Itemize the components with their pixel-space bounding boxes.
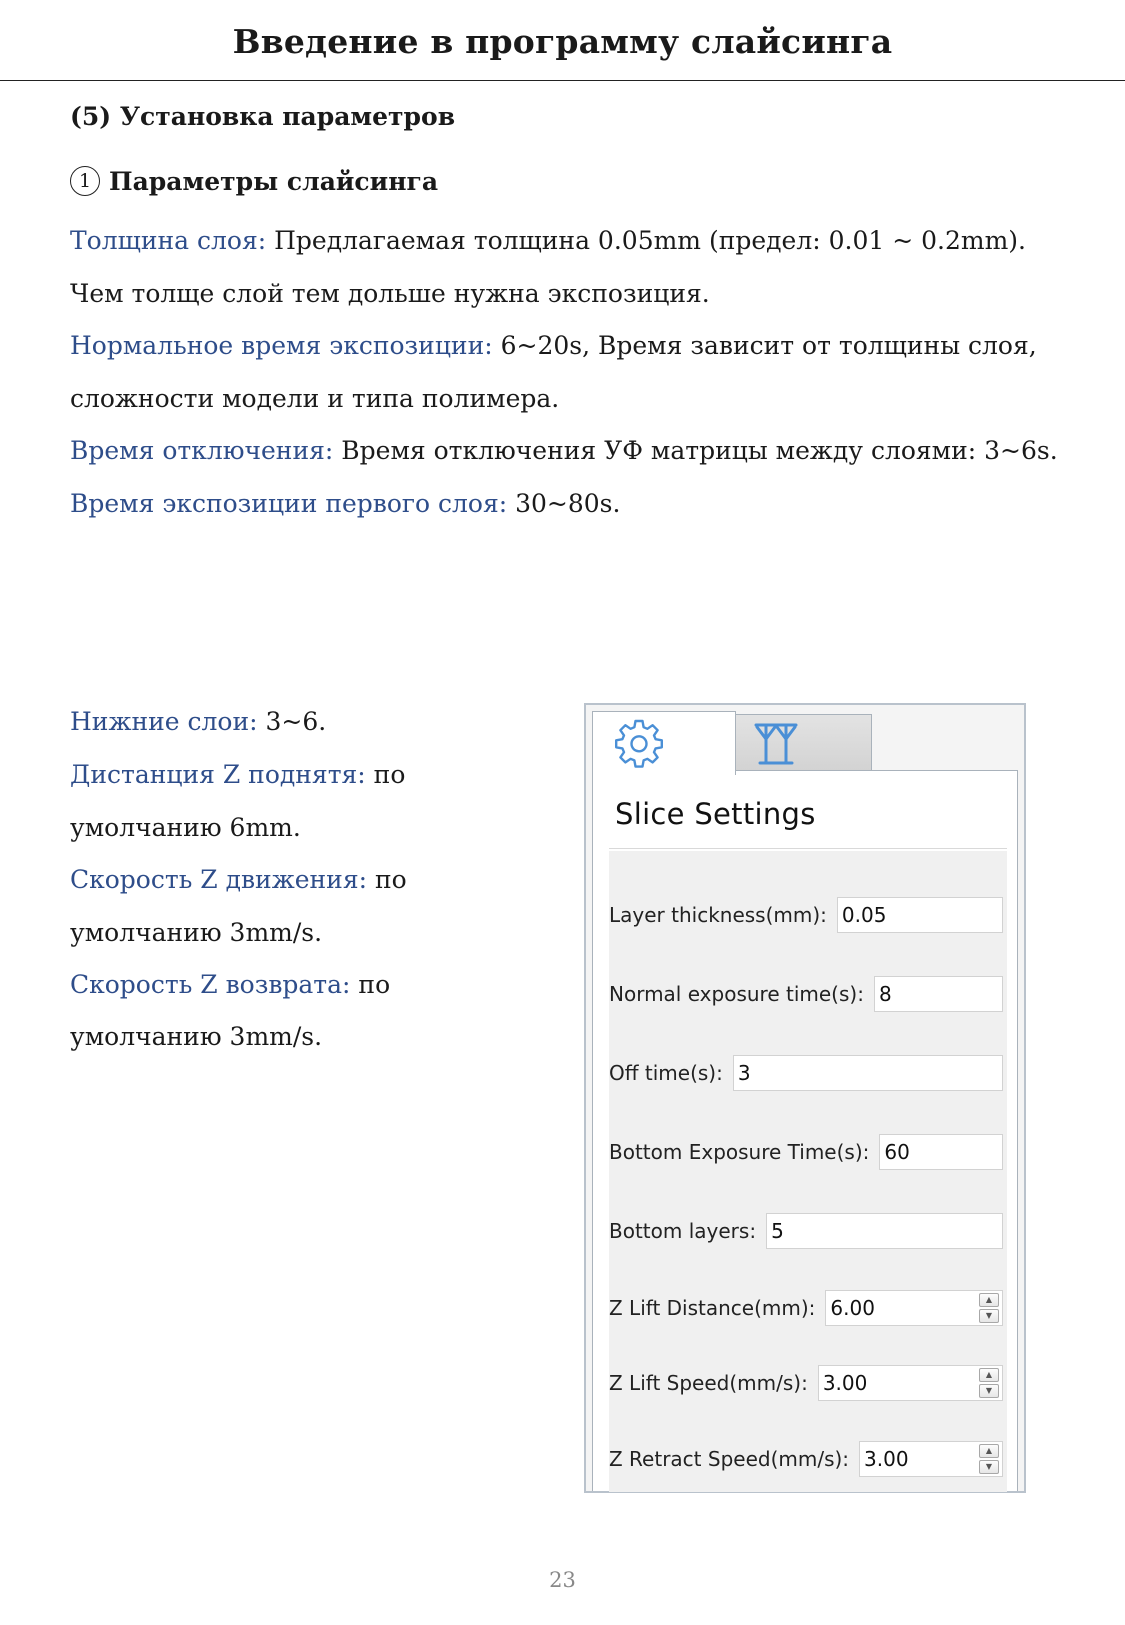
bottom-layers-label: Bottom layers: <box>609 1219 757 1243</box>
z-lift-speed-spinner <box>979 1368 999 1398</box>
param-text: умолчанию 6mm. <box>70 813 301 842</box>
param-term: Скорость Z возврата: <box>70 970 351 999</box>
param-term: Нижние слои: <box>70 707 258 736</box>
param-line <box>70 918 322 947</box>
z-lift-distance-field <box>825 1290 1003 1326</box>
form-row-off-time <box>609 1054 1003 1092</box>
param-line <box>70 226 1026 255</box>
header-separator <box>609 848 1007 849</box>
form-row-z-retract-speed <box>609 1440 1003 1478</box>
spinner-up-button[interactable]: ▲ <box>979 1444 999 1458</box>
settings-form <box>609 851 1007 1492</box>
layer-thickness-label: Layer thickness(mm): <box>609 903 827 927</box>
off-time-input[interactable]: 3 <box>733 1055 1003 1091</box>
z-lift-distance-input[interactable]: 6.00 <box>830 1296 875 1320</box>
z-lift-distance-label: Z Lift Distance(mm): <box>609 1296 816 1320</box>
param-line <box>70 865 407 894</box>
tab-content <box>592 770 1018 1491</box>
spinner-down-button[interactable]: ▼ <box>979 1384 999 1398</box>
form-row-normal-exposure <box>609 975 1003 1013</box>
page-title: Введение в программу слайсинга <box>232 22 893 61</box>
param-term: Дистанция Z поднятя: <box>70 760 366 789</box>
param-line <box>70 970 390 999</box>
subsection-heading <box>70 166 438 196</box>
section-heading: (5) Установка параметров <box>70 102 456 131</box>
param-line <box>70 384 559 413</box>
form-row-z-lift-distance <box>609 1289 1003 1327</box>
z-retract-speed-label: Z Retract Speed(mm/s): <box>609 1447 850 1471</box>
param-term: Толщина слоя: <box>70 226 267 255</box>
param-text: Время отключения УФ матрицы между слоями: 3~6s. <box>333 436 1058 465</box>
z-retract-speed-input[interactable]: 3.00 <box>864 1447 909 1471</box>
param-term: Время отключения: <box>70 436 334 465</box>
param-text: Чем толще слой тем дольше нужна экспозиция. <box>70 279 710 308</box>
param-line <box>70 331 1037 360</box>
normal-exposure-input[interactable]: 8 <box>874 976 1003 1012</box>
z-retract-speed-spinner <box>979 1444 999 1474</box>
supports-icon <box>752 721 800 767</box>
gear-icon <box>613 717 665 769</box>
param-text: умолчанию 3mm/s. <box>70 1022 323 1051</box>
bottom-exposure-input[interactable]: 60 <box>879 1134 1003 1170</box>
bottom-exposure-label: Bottom Exposure Time(s): <box>609 1140 870 1164</box>
z-lift-speed-label: Z Lift Speed(mm/s): <box>609 1371 808 1395</box>
param-text: умолчанию 3mm/s. <box>70 918 323 947</box>
spinner-down-button[interactable]: ▼ <box>979 1460 999 1474</box>
param-text: по <box>365 760 406 789</box>
form-row-bottom-exposure <box>609 1133 1003 1171</box>
form-row-bottom-layers <box>609 1212 1003 1250</box>
param-term: Нормальное время экспозиции: <box>70 331 493 360</box>
tab-supports[interactable] <box>735 714 872 771</box>
param-term: Скорость Z движения: <box>70 865 368 894</box>
z-lift-speed-field <box>818 1365 1003 1401</box>
param-line <box>70 707 326 736</box>
spinner-up-button[interactable]: ▲ <box>979 1293 999 1307</box>
z-lift-speed-input[interactable]: 3.00 <box>822 1371 868 1395</box>
param-line <box>70 760 405 789</box>
param-line <box>70 489 620 518</box>
tab-slice-settings[interactable] <box>592 711 736 775</box>
off-time-label: Off time(s): <box>609 1061 723 1085</box>
param-text: 6~20s, Время зависит от толщины слоя, <box>492 331 1037 360</box>
param-line <box>70 279 710 308</box>
param-text: по <box>350 970 391 999</box>
slice-settings-panel <box>584 703 1026 1493</box>
z-retract-speed-field <box>859 1441 1003 1477</box>
param-line <box>70 813 301 842</box>
param-term: Время экспозиции первого слоя: <box>70 489 508 518</box>
title-divider <box>0 80 1125 81</box>
param-line <box>70 1022 322 1051</box>
bottom-layers-input[interactable]: 5 <box>766 1213 1003 1249</box>
param-text: 30~80s. <box>507 489 621 518</box>
spinner-up-button[interactable]: ▲ <box>979 1368 999 1382</box>
param-text: сложности модели и типа полимера. <box>70 384 560 413</box>
page-number: 23 <box>549 1568 576 1592</box>
param-line <box>70 436 1058 465</box>
panel-title: Slice Settings <box>615 797 816 831</box>
form-row-layer-thickness <box>609 896 1003 934</box>
form-row-z-lift-speed <box>609 1364 1003 1402</box>
layer-thickness-input[interactable]: 0.05 <box>837 897 1003 933</box>
param-text: Предлагаемая толщина 0.05mm (предел: 0.01 ~ 0.2mm). <box>266 226 1026 255</box>
z-lift-distance-spinner <box>979 1293 999 1323</box>
subsection-heading-text: Параметры слайсинга <box>109 166 439 196</box>
spinner-down-button[interactable]: ▼ <box>979 1309 999 1323</box>
circled-number: 1 <box>70 166 100 196</box>
param-text: по <box>367 865 407 894</box>
normal-exposure-label: Normal exposure time(s): <box>609 982 864 1006</box>
param-text: 3~6. <box>257 707 327 736</box>
tab-strip <box>586 705 1024 771</box>
